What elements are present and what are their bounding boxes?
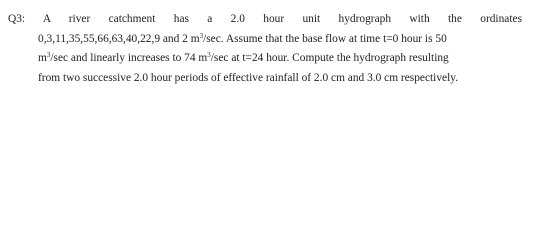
question-text-line-2b: /sec. Assume that the base flow at time t=0 hour is 50 xyxy=(203,32,447,45)
question-text-line-2a: 0,3,11,35,55,66,63,40,22,9 and 2 m xyxy=(38,32,200,45)
question-text-line-3b: /sec and linearly increases to 74 m xyxy=(50,52,208,64)
question-line-3 xyxy=(8,49,522,69)
superscript-cubed: 3 xyxy=(46,51,51,59)
question-text-line-3c: /sec at t=24 hour. Compute the hydrograph resulting xyxy=(210,52,449,64)
question-block xyxy=(8,10,522,88)
question-text-line-1: A river catchment has a 2.0 hour unit hydrograph with the ordinates xyxy=(42,13,523,25)
superscript-cubed: 3 xyxy=(207,51,211,59)
question-text-line-4: from two successive 2.0 hour periods of effective rainfall of 2.0 cm and 3.0 cm respectively. xyxy=(38,71,459,84)
question-line-1 xyxy=(8,10,522,30)
superscript-cubed: 3 xyxy=(199,31,204,40)
question-number: Q3: xyxy=(8,13,26,25)
question-line-2 xyxy=(8,30,522,50)
question-text-line-3a: m xyxy=(38,52,47,64)
question-line-4 xyxy=(8,69,522,89)
